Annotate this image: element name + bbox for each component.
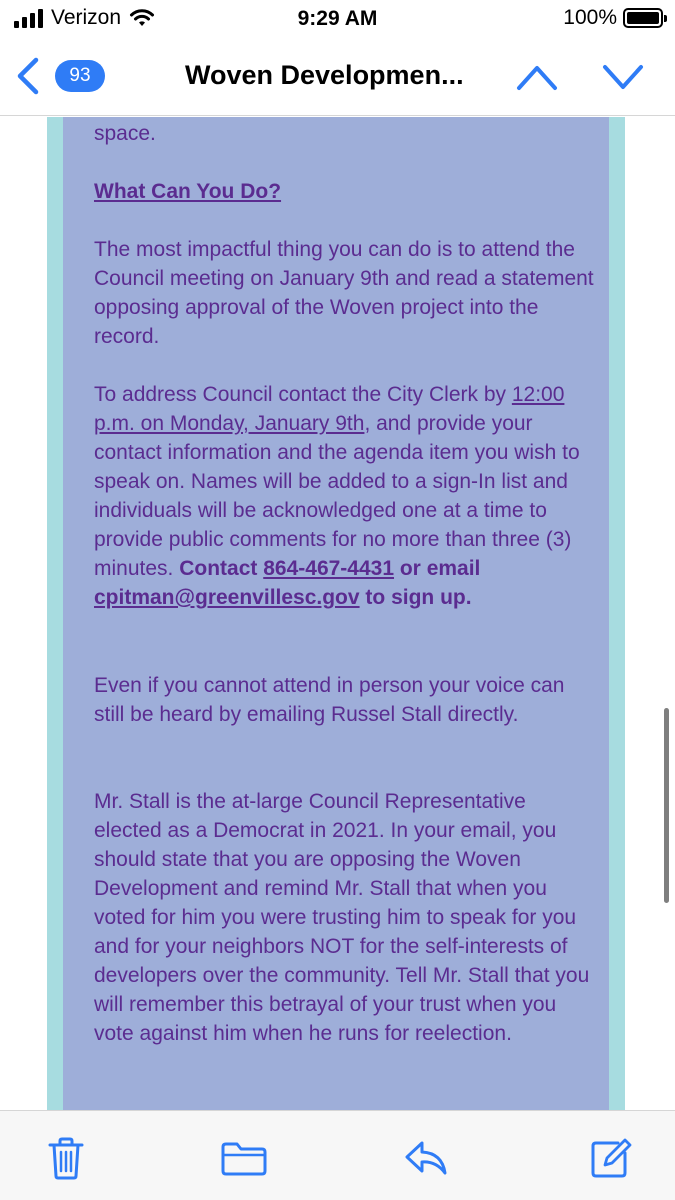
- paragraph-attend: The most impactful thing you can do is to attend the Council meeting on January 9th and read a statement opposing approval of the Woven project into the record.: [94, 238, 594, 348]
- battery-percent: 100%: [563, 6, 617, 29]
- email-link[interactable]: cpitman@greenvillesc.gov: [94, 586, 360, 609]
- previous-message-icon[interactable]: [512, 60, 562, 94]
- phone-link[interactable]: 864-467-4431: [263, 557, 395, 580]
- paragraph-about-stall: Mr. Stall is the at-large Council Representative elected as a Democrat in 2021. In your email, you should state that you are opposing the Woven Development and remind Mr. Stall that when you voted for him you were trusting him to speak for you and for your neighbors NOT for the self-interests of developers over the community. Tell Mr. Stall that you will remember this betrayal of your trust when you vote against him when he runs for reelection.: [94, 790, 590, 1045]
- clerk-instruction: To address Council contact the City Clerk by: [94, 383, 507, 406]
- deadline-link[interactable]: 12:00 p.m. on Monday, January 9th: [94, 383, 565, 435]
- back-chevron-icon[interactable]: [12, 56, 46, 96]
- status-right: [563, 6, 663, 30]
- clock: 9:29 AM: [297, 7, 378, 30]
- paragraph-email-stall: Even if you cannot attend in person your voice can still be heard by emailing Russel Stall directly.: [94, 674, 565, 726]
- unread-count-badge[interactable]: 93: [55, 60, 105, 92]
- or-email-label: or email: [399, 557, 481, 580]
- battery-icon: [623, 8, 663, 28]
- sign-up-label: to sign up.: [365, 586, 472, 609]
- clerk-instruction-rest: , and provide your contact information and the agenda item you wish to speak on. Names will be added to a sign-In list and individuals will be acknowledged one at a time to provide public comments for no more than three (3) minutes.: [94, 412, 580, 580]
- reply-icon[interactable]: [402, 1135, 450, 1181]
- bottom-toolbar: [0, 1110, 675, 1200]
- contact-label: Contact: [179, 557, 258, 580]
- section-heading: What Can You Do?: [94, 180, 282, 203]
- mail-nav-bar: [0, 38, 675, 116]
- trash-icon[interactable]: [44, 1135, 88, 1181]
- message-title: Woven Developmen...: [185, 60, 464, 90]
- compose-icon[interactable]: [588, 1135, 632, 1181]
- paragraph-address-council: [94, 380, 594, 612]
- carrier-name: Verizon: [51, 6, 122, 29]
- intro-fragment: space.: [94, 122, 156, 145]
- scrollbar[interactable]: [664, 708, 669, 903]
- status-bar: [0, 0, 675, 38]
- next-message-icon[interactable]: [598, 60, 648, 94]
- folder-icon[interactable]: [220, 1135, 268, 1181]
- email-body[interactable]: [0, 117, 675, 1110]
